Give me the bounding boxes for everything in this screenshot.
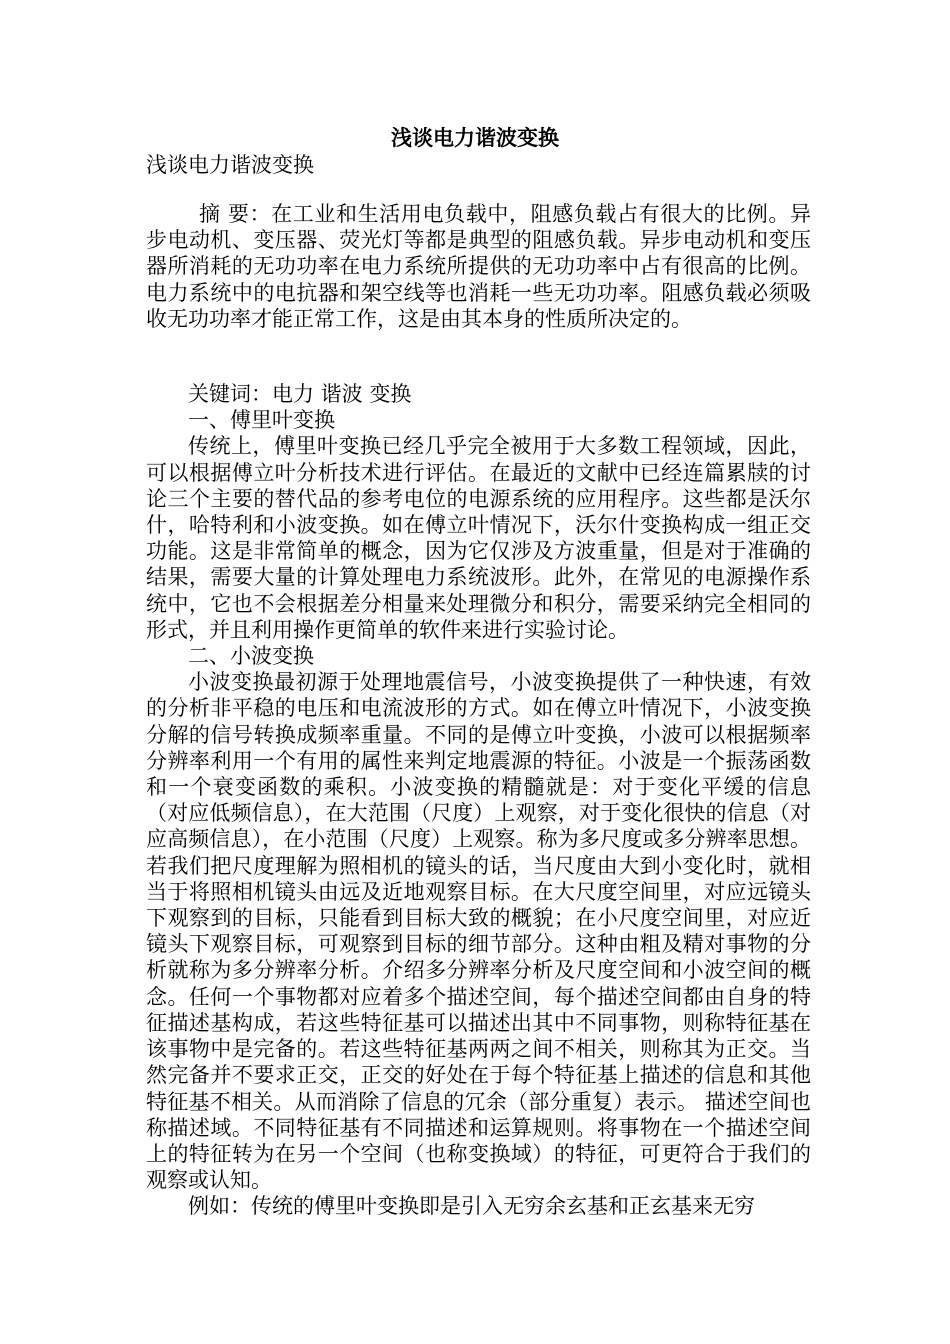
section-paragraph-fourier: 传统上，傅里叶变换已经几乎完全被用于大多数工程领域，因此，可以根据傅立叶分析技术进行评估。在最近的文献中已经连篇累牍的讨论三个主要的替代品的参考电位的电源系统的应用程序。这些都是沃尔什，哈特利和小波变换。如在傅立叶情况下，沃尔什变换构成一组正交功能。这是非常简单的概念，因为它仅涉及方波重量，但是对于准确的结果，需要大量的计算处理电力系统波形。此外，在常见的电源操作系统中，它也不会根据差分相量来处理微分和积分，需要采纳完全相同的形式，并且利用操作更简单的软件来进行实验讨论。 <box>146 434 811 642</box>
document-subtitle: 浅谈电力谐波变换 <box>146 153 314 177</box>
paragraph-spacer <box>146 332 811 358</box>
paragraph-spacer <box>146 358 811 381</box>
section-heading-fourier: 一、傅里叶变换 <box>188 408 335 433</box>
section-paragraph-example: 例如：传统的傅里叶变换即是引入无穷余玄基和正玄基来无穷 <box>188 1194 755 1219</box>
section-paragraph-wavelet: 小波变换最初源于处理地震信号，小波变换提供了一种快速，有效的分析非平稳的电压和电流波形的方式。如在傅立叶情况下，小波变换分解的信号转换成频率重量。不同的是傅立叶变换，小波可以根据频率分辨率利用一个有用的属性来判定地震源的特征。小波是一个振荡函数和一个衰变函数的乘积。小波变换的精髓就是：对于变化平缓的信息（对应低频信息），在大范围（尺度）上观察，对于变化很快的信息（对应高频信息），在小范围（尺度）上观察。称为多尺度或多分辨率思想。 若我们把尺度理解为照相机的镜头的话，当尺度由大到小变化时，就相当于将照相机镜头由远及近地观察目标。在大尺度空间里，对应远镜头下观察到的目标，只能看到目标大致的概貌；在小尺度空间里，对应近镜头下观察目标，可观察到目标的细节部分。这种由粗及精对事物的分析就称为多分辨率分析。介绍多分辨率分析及尺度空间和小波空间的概念。任何一个事物都对应着多个描述空间，每个描述空间都由自身的特征描述基构成，若这些特征基可以描述出其中不同事物，则称特征基在该事物中是完备的。若这些特征基两两之间不相关，则称其为正交。当然完备并不要求正交，正交的好处在于每个特征基上描述的信息和其他特征基不相关。从而消除了信息的冗余（部分重复）表示。 描述空间也称描述域。不同特征基有不同描述和运算规则。将事物在一个描述空间上的特征转为在另一个空间（也称变换域）的特征，可更符合于我们的观察或认知。 <box>146 670 811 1193</box>
document-title: 浅谈电力谐波变换 <box>391 125 559 150</box>
section-heading-wavelet: 二、小波变换 <box>188 644 314 669</box>
abstract-paragraph: 摘 要：在工业和生活用电负载中，阻感负载占有很大的比例。异步电动机、变压器、荧光灯等都是典型的阻感负载。异步电动机和变压器所消耗的无功功率在电力系统所提供的无功功率中占有很高的比例。电力系统中的电抗器和架空线等也消耗一些无功功率。阻感负载必须吸收无功功率才能正常工作，这是由其本身的性质所决定的。 <box>146 202 811 331</box>
document-body <box>146 201 811 1220</box>
keywords-line: 关键词：电力 谐波 变换 <box>188 382 412 407</box>
